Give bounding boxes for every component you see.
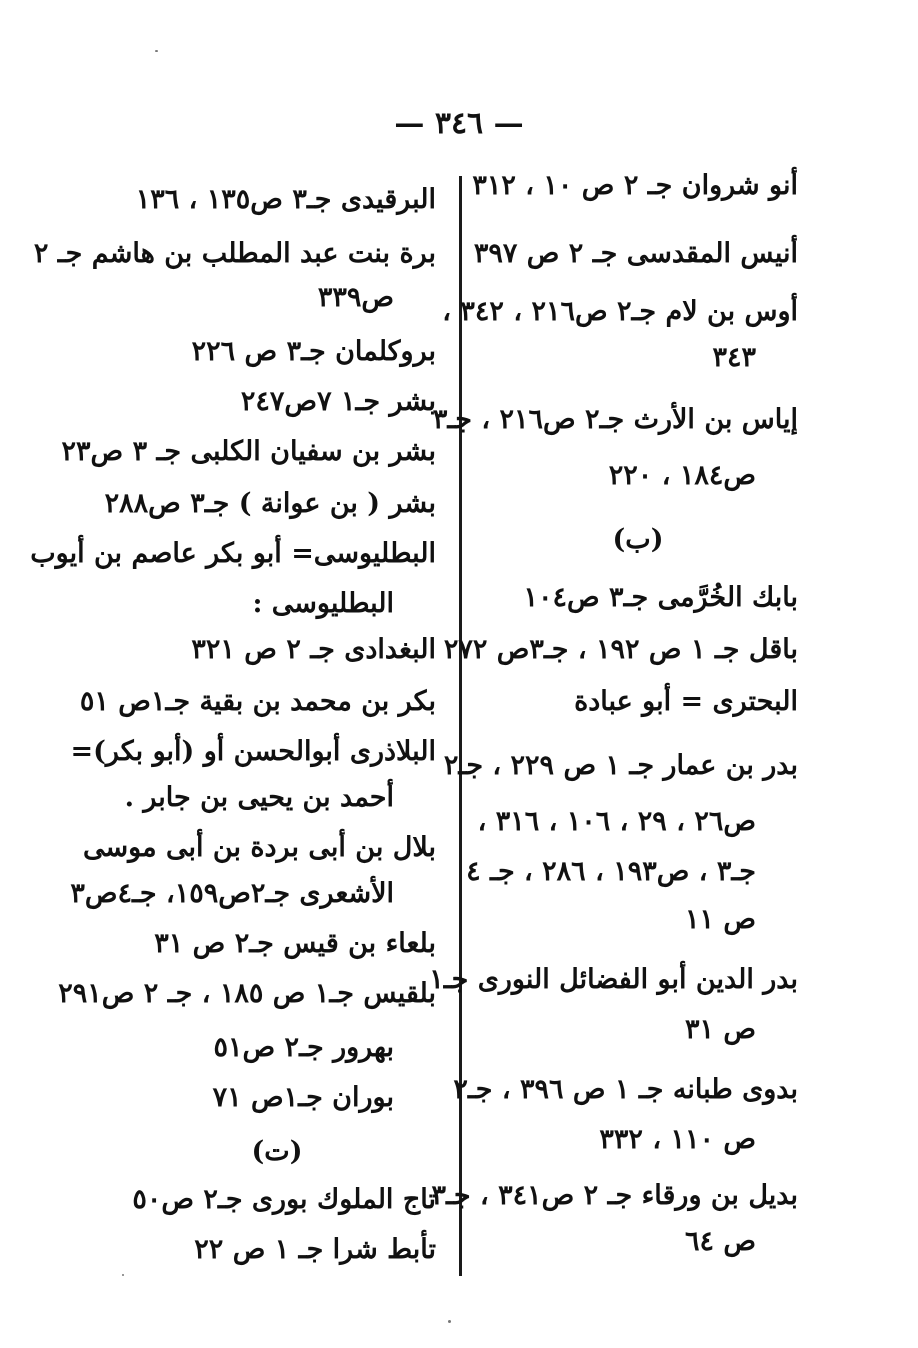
index-entry-continuation: أحمد بن يحيى بن جابر . <box>124 782 394 813</box>
left-column <box>30 0 436 1348</box>
index-entry-continuation: ص٣٣٩ <box>317 282 394 313</box>
column-divider <box>459 176 462 1276</box>
index-entry: البحترى = أبو عبادة <box>574 686 798 717</box>
scan-speck <box>155 50 158 52</box>
page-number: — ٣٤٦ — <box>394 106 524 141</box>
index-entry-continuation: ص ٦٤ <box>684 1226 756 1257</box>
index-entry: أنو شروان جـ ٢ ص ١٠ ، ٣١٢ <box>472 170 798 201</box>
index-entry-continuation: ص ١١ <box>684 904 756 935</box>
index-entry-continuation: البطليوسى : <box>252 588 394 619</box>
index-entry: بشر ( بن عوانة ) جـ٣ ص٢٨٨ <box>104 488 436 519</box>
index-entry: بابك الخُرَّمى جـ٣ ص١٠٤ <box>523 582 798 613</box>
index-entry: بدوى طبانه جـ ١ ص ٣٩٦ ، جـ٢ <box>453 1074 798 1105</box>
index-entry: بدر الدين أبو الفضائل النورى جـ١ <box>429 964 798 995</box>
index-entry-continuation: ص١٨٤ ، ٢٢٠ <box>608 460 756 491</box>
index-entry-continuation: بهرور جـ٢ ص٥١ <box>213 1032 394 1063</box>
scan-speck <box>448 1320 451 1323</box>
index-entry: بلعاء بن قيس جـ٢ ص ٣١ <box>154 928 436 959</box>
index-entry-continuation: ص ٣١ <box>684 1014 756 1045</box>
index-entry-continuation: جـ٣ ، ص١٩٣ ، ٢٨٦ ، جـ ٤ <box>466 856 756 887</box>
index-entry: برة بنت عبد المطلب بن هاشم جـ ٢ <box>33 238 436 269</box>
index-entry: البرقيدى جـ٣ ص١٣٥ ، ١٣٦ <box>135 184 436 215</box>
section-letter-heading: (ب) <box>612 524 664 555</box>
index-entry: بشر بن سفيان الكلبى جـ ٣ ص٢٣ <box>61 436 436 467</box>
index-entry: بشر جـ١ ٧ص٢٤٧ <box>240 386 436 417</box>
index-entry: باقل جـ ١ ص ١٩٢ ، جـ٣ص ٢٧٢ <box>443 634 798 665</box>
index-entry: بكر بن محمد بن بقية جـ١ص ٥١ <box>79 686 436 717</box>
index-entry: تاج الملوك بورى جـ٢ ص٥٠ <box>132 1184 436 1215</box>
index-entry: تأبط شرا جـ ١ ص ٢٢ <box>194 1234 436 1265</box>
index-entry: بدر بن عمار جـ ١ ص ٢٢٩ ، جـ٢ <box>443 750 798 781</box>
index-entry: البغدادى جـ ٢ ص ٣٢١ <box>191 634 436 665</box>
section-letter-heading: (ت) <box>251 1136 303 1167</box>
index-entry: البلاذرى أبوالحسن أو (أبو بكر)= <box>70 736 436 767</box>
index-entry: البطليوسى= أبو بكر عاصم بن أيوب <box>30 538 436 569</box>
index-entry: بديل بن ورقاء جـ ٢ ص٣٤١ ، جـ٣ <box>431 1180 798 1211</box>
index-entry: إياس بن الأرث جـ٢ ص٢١٦ ، جـ٣ <box>432 404 798 435</box>
index-entry-continuation: بوران جـ١ص ٧١ <box>212 1082 394 1113</box>
index-entry: بلقيس جـ١ ص ١٨٥ ، جـ ٢ ص٢٩١ <box>58 978 436 1009</box>
index-entry-continuation: ص ١١٠ ، ٣٣٢ <box>599 1124 756 1155</box>
index-entry-continuation: الأشعرى جـ٢ص١٥٩، جـ٤ص٣ <box>70 878 394 909</box>
scan-speck <box>122 1274 124 1276</box>
index-entry-continuation: ٣٤٣ <box>712 342 756 373</box>
index-entry: أوس بن لام جـ٢ ص٢١٦ ، ٣٤٢ ، <box>442 296 798 327</box>
index-entry: بروكلمان جـ٣ ص ٢٢٦ <box>191 336 436 367</box>
index-entry-continuation: ص٢٦ ، ٢٩ ، ١٠٦ ، ٣١٦ ، <box>477 806 756 837</box>
index-entry: بلال بن أبى بردة بن أبى موسى <box>83 832 436 863</box>
index-entry: أنيس المقدسى جـ ٢ ص ٣٩٧ <box>473 238 798 269</box>
